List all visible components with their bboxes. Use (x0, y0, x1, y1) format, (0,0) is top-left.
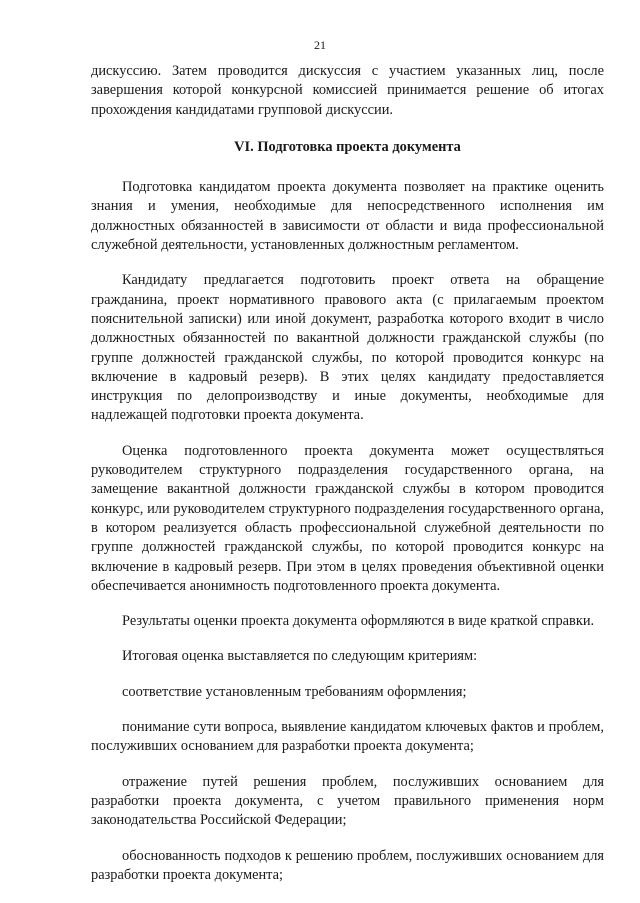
paragraph: Оценка подготовленного проекта документа может осуществляться руководителем структурного подразделения государственного органа, на замещение вакантной должности гражданской службы в котором проводится конкурс, или руководителем структурного подразделения государственного органа, в котором реализуется область профессиональной служебной деятельности по группе должностей гражданской службы, по которой проводится конкурс на включение в кадровый резерв. При этом в целях проведения объективной оценки обеспечивается анонимность подготовленного проекта документа. (91, 442, 604, 594)
criterion-item: обоснованность подходов к решению проблем, послуживших основанием для разработки проекта документа; (91, 847, 604, 883)
paragraph: Результаты оценки проекта документа оформляются в виде краткой справки. (122, 613, 595, 630)
section-heading: VI. Подготовка проекта документа (234, 138, 461, 155)
criterion-item: соответствие установленным требованиям оформления; (122, 683, 467, 700)
paragraph: Итоговая оценка выставляется по следующим критериям: (122, 648, 478, 665)
paragraph: Подготовка кандидатом проекта документа позволяет на практике оценить знания и умения, необходимые для непосредственного исполнения им должностных обязанностей в зависимости от области и вида профессиональной служебной деятельности, установленных должностным регламентом. (91, 179, 604, 254)
paragraph: Кандидату предлагается подготовить проект ответа на обращение гражданина, проект нормативного правового акта (с прилагаемым проектом пояснительной записки) или иной документ, разработка которого входит в число должностных обязанностей по вакантной должности гражданской службы (по группе должностей гражданской службы, по которой проводится конкурс на включение в кадровый резерв). В этих целях кандидату предоставляется инструкция по делопроизводству и иные документы, необходимые для надлежащей подготовки проекта документа. (91, 272, 604, 424)
paragraph-continuation: дискуссию. Затем проводится дискуссия с участием указанных лиц, после завершения которой конкурсной комиссией принимается решение об итогах прохождения кандидатами групповой дискуссии. (91, 63, 604, 118)
document-body (91, 62, 604, 901)
criterion-item: отражение путей решения проблем, послуживших основанием для разработки проекта документа, с учетом правильного применения норм законодательства Российской Федерации; (91, 773, 604, 829)
page-number: 21 (314, 38, 326, 52)
criterion-item: понимание сути вопроса, выявление кандидатом ключевых фактов и проблем, послуживших основанием для разработки проекта документа; (91, 719, 604, 755)
